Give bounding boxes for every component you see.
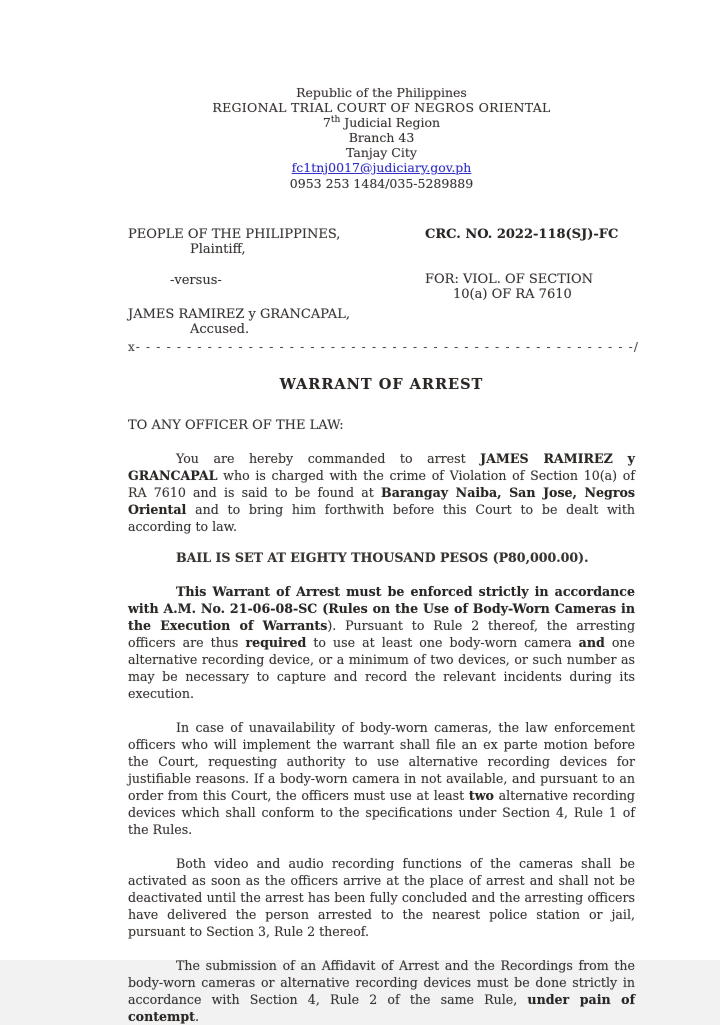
case-caption	[128, 227, 640, 355]
court-email-link[interactable]: fc1tnj0017@judiciary.gov.ph	[291, 160, 472, 175]
header-republic: Republic of the Philippines	[296, 85, 467, 100]
body-paragraph-bodycam-rule: This Warrant of Arrest must be enforced strictly in accordance with A.M. No. 21-06-08-SC (Rules on the Use of Body-Worn Cameras in the Execution of Warrants). Pursuant to Rule 2 thereof, the arresting officers are thus required to use at least one body-worn camera and one alternative recording device, or a minimum of two devices, or such number as may be necessary to capture and record the relevant incidents during its execution.	[128, 584, 636, 701]
accused-name: JAMES RAMIREZ y GRANCAPAL,	[128, 307, 350, 322]
accused-role: Accused.	[190, 322, 250, 337]
body-paragraph-command: You are hereby commanded to arrest JAMES RAMIREZ y GRANCAPAL who is charged with the crime of Violation of Section 10(a) of RA 7610 and is said to be found at Barangay Naiba, San Jose, Negros Oriental and to bring him forthwith before this Court to be dealt with according to law.	[128, 451, 636, 534]
header-court-name: REGIONAL TRIAL COURT OF NEGROS ORIENTAL	[212, 100, 551, 115]
case-number: CRC. NO. 2022-118(SJ)-FC	[425, 227, 619, 242]
court-header	[128, 85, 635, 191]
body-paragraph-recording: Both video and audio recording functions of the cameras shall be activated as soon as the officers arrive at the place of arrest and shall not be deactivated until the arrest has been fully concluded and the arresting officers have delivered the person arrested to the nearest police station or jail, pursuant to Section 3, Rule 2 thereof.	[128, 856, 635, 939]
body-paragraph-unavailability: In case of unavailability of body-worn cameras, the law enforcement officers who will implement the warrant shall file an ex parte motion before the Court, requesting authority to use alternative recording devices for justifiable reasons. If a body-worn camera in not available, and pursuant to an order from this Court, the officers must use at least two alternative recording devices which shall conform to the specifications under Section 4, Rule 1 of the Rules.	[128, 720, 635, 837]
plaintiff-name: PEOPLE OF THE PHILIPPINES,	[128, 227, 341, 242]
document-title: WARRANT OF ARREST	[279, 376, 484, 393]
charge-line-2: 10(a) OF RA 7610	[453, 287, 572, 302]
caption-separator: x- - - - - - - - - - - - - - - - - - - - - - - - - - - - - - - - - - - - - - - - - - - - - - - - -/	[128, 340, 640, 354]
body-paragraph-submission: The submission of an Affidavit of Arrest and the Recordings from the body-worn cameras or alternative recording devices must be done strictly in accordance with Section 4, Rule 2 of the same Rule, under pain of contempt.	[128, 958, 635, 1024]
document-body	[128, 450, 635, 1025]
header-branch: Branch 43	[348, 130, 415, 145]
caption-right-column	[425, 227, 637, 302]
header-city: Tanjay City	[346, 145, 417, 160]
plaintiff-role: Plaintiff,	[190, 242, 246, 257]
header-email-row	[128, 160, 635, 175]
salutation: TO ANY OFFICER OF THE LAW:	[128, 418, 344, 433]
ordinal-superscript: th	[330, 114, 341, 125]
header-judicial-region: 7th Judicial Region	[322, 114, 441, 130]
page-content	[128, 85, 640, 1025]
versus-label: -versus-	[170, 273, 222, 288]
header-phone: 0953 253 1484/035-5289889	[289, 176, 474, 191]
charge-line-1: FOR: VIOL. OF SECTION	[425, 272, 594, 287]
bail-line: BAIL IS SET AT EIGHTY THOUSAND PESOS (P80,000.00).	[176, 550, 589, 565]
